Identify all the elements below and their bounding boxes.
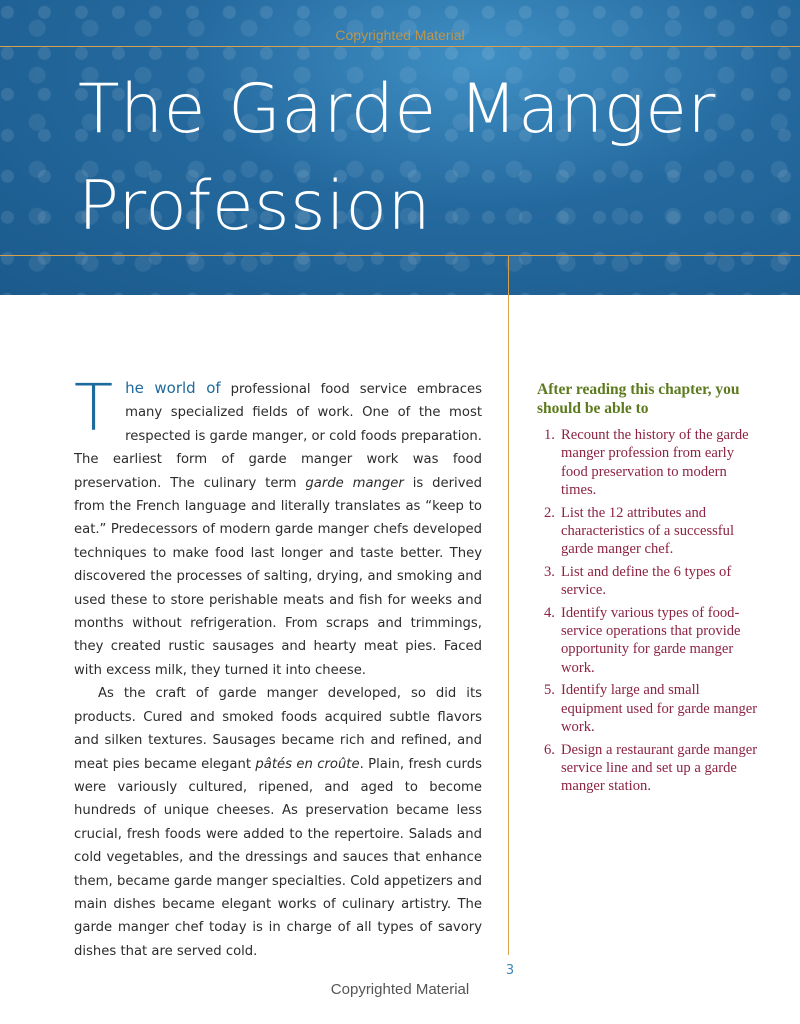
objectives-list [537,426,759,796]
objective-number: 3. [544,563,555,580]
objective-item [544,604,759,678]
chapter-title [78,62,778,255]
objective-text: List and define the 6 types of service. [561,563,732,599]
objective-item [544,563,759,600]
objective-text: Design a restaurant garde manger service line and set up a garde manger station. [561,741,758,795]
paragraph-2-term: pâtés en croûte [255,756,360,772]
learning-objectives [537,380,759,800]
objectives-heading: After reading this chapter, you should be able to [537,381,740,417]
banner-top-rule [0,46,800,47]
column-divider [508,255,509,955]
drop-cap: T [74,372,114,446]
objective-item [544,504,759,559]
paragraph-1-part-b: is derived from the French language and literally translates as “keep to eat.” Predecessors of modern garde manger chefs developed techniques to make food last longer and taste better. They discovered the processes of salting, drying, and smoking and used these to store perishable meats and fish for weeks and months without refrigeration. From scraps and trimmings, they created rustic sausages and hearty meat pies. Faced with excess milk, they turned it into cheese. [74,475,483,678]
objective-number: 1. [544,427,555,443]
objective-text: Identify large and small equipment used for garde manger work. [561,682,758,736]
banner-bottom-rule [0,255,800,256]
objective-number: 5. [544,682,555,699]
objective-item [544,741,759,796]
objective-item [544,426,759,500]
paragraph-2-part-a: As the craft of garde manger developed, so did its products. Cured and smoked foods acquired subtle flavors and silken textures. Sausages became rich and refined, and meat pies became elegant [74,686,482,772]
paragraph-2 [74,682,482,963]
objective-number: 2. [544,504,555,521]
body-text [74,372,483,963]
lead-in: he world of [125,379,221,397]
objective-text: List the 12 attributes and characteristics of a successful garde manger chef. [561,504,735,558]
paragraph-1-part-a: professional food service embraces many specialized fields of work. One of the most respected is garde manger, or cold foods preparation. The earliest form of garde manger work was food preservation. The culinary term [74,382,482,491]
paragraph-2-part-b: . Plain, fresh curds were variously cultured, ripened, and aged to become hundreds of unique cheeses. As preservation became less crucial, fresh foods were added to the repertoire. Salads and cold vegetables, and the dressings and sauces that enhance them, became garde manger specialties. Cold appetizers and main dishes became elegant works of culinary artistry. The garde manger chef today is in charge of all types of savory dishes that are served cold. [74,756,482,959]
chapter-title-line1: The Garde Manger [78,70,716,149]
objective-item [544,681,759,736]
objective-text: Recount the history of the garde manger profession from early food preservation to modern times. [561,427,749,499]
watermark-bottom: Copyrighted Material [330,981,470,998]
objective-number: 4. [544,604,555,621]
watermark-top: Copyrighted Material [335,27,465,43]
paragraph-1 [74,372,483,682]
page-number: 3 [505,963,515,978]
objective-text: Identify various types of food-service operations that provide opportunity for garde manger work. [561,604,741,676]
chapter-title-line2: Profession [78,166,432,246]
chapter-banner [0,0,800,295]
paragraph-1-term: garde manger [305,475,404,491]
objective-number: 6. [544,741,555,758]
